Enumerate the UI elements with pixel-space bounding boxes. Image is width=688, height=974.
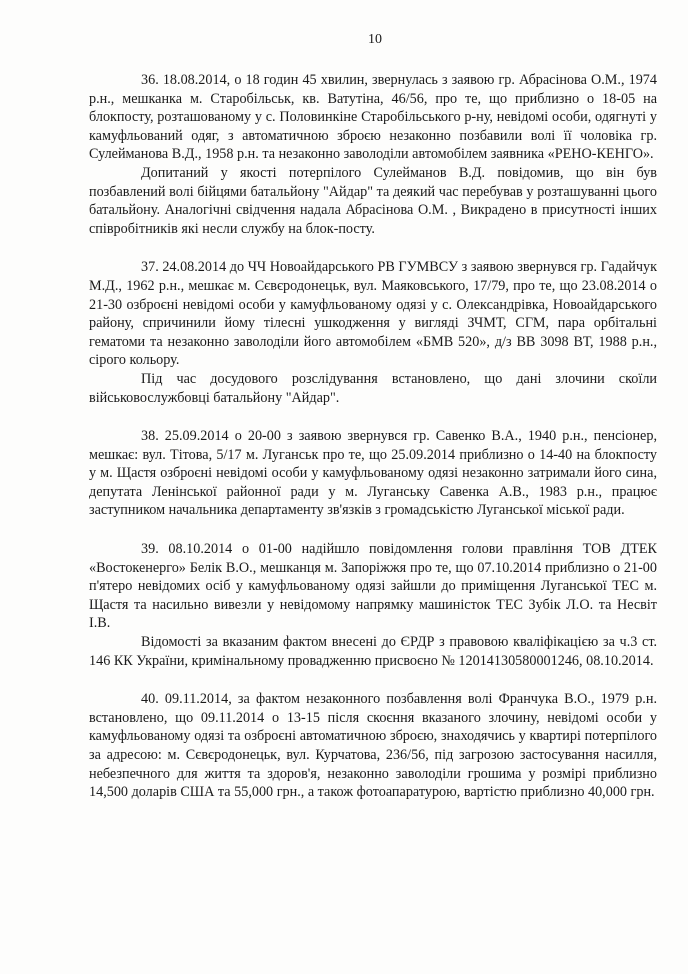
- entry-40: [89, 690, 657, 802]
- entry-38: [89, 427, 657, 520]
- paragraph: 36. 18.08.2014, о 18 годин 45 хвилин, звернулась з заявою гр. Абрасінова О.М., 1974 р.н., мешканка м. Старобільськ, кв. Ватутіна, 46/56, про те, що приблизно о 18-05 на блокпосту, розташованому у с. Половинкіне Старобільського р-ну, невідомі особи, одягнуті у камуфльований одяг, з автоматичною зброєю незаконно позбавили волі її чоловіка гр. Сулейманова В.Д., 1958 р.н. та незаконно заволоділи автомобілем заявника «РЕНО-КЕНГО».: [89, 72, 657, 163]
- entry-36: [89, 71, 657, 238]
- entry-37: [89, 258, 657, 407]
- page-number: 10: [368, 32, 382, 47]
- paragraph: 38. 25.09.2014 о 20-00 з заявою звернувся гр. Савенко В.А., 1940 р.н., пенсіонер, мешкає: вул. Тітова, 5/17 м. Луганськ про те, що 25.09.2014 приблизно о 14-40 на блокпосту у м. Щастя озброєні невідомі особи у камуфльованому одязі незаконно затримали його сина, депутата Ленінської районної ради у м. Луганську Савенка А.В., 1983 р.н., працює заступником начальника департаменту зв'язків з громадськістю Луганської міської ради.: [89, 428, 657, 519]
- paragraph: Під час досудового розслідування встановлено, що дані злочини скоїли військовослужбовці батальйону "Айдар".: [89, 370, 657, 406]
- paragraph: 37. 24.08.2014 до ЧЧ Новоайдарського РВ ГУМВСУ з заявою звернувся гр. Гадайчук М.Д., 1962 р.н., мешкає м. Сєвєродонецьк, вул. Маяковського, 17/79, про те, що 23.08.2014 о 21-30 озброєні невідомі особи у камуфльованому одязі у с. Олександрівка, Новоайдарського району, спричинили йому тілесні ушкодження у вигляді ЗЧМТ, СГМ, пара орбітальні гематоми та незаконно заволоділи його автомобілем «БМВ 520», д/з ВВ 3098 ВТ, 1988 р.н., сірого кольору.: [89, 259, 657, 369]
- paragraph: 39. 08.10.2014 о 01-00 надійшло повідомлення голови правління ТОВ ДТЕК «Востокенерго» Белік В.О., мешканця м. Запоріжжя про те, що 07.10.2014 приблизно о 21-00 п'ятеро невідомих осіб у камуфльованому одязі зайшли до приміщення Луганської ТЕС м. Щастя та насильно вивезли у невідомому напрямку машиністок ТЕС Зубік Л.О. та Несвіт І.В.: [89, 541, 657, 632]
- paragraph: Допитаний у якості потерпілого Сулейманов В.Д. повідомив, що він був позбавлений волі бійцями батальйону "Айдар" та деякий час перебував у розташуванні цього батальйону. Аналогічні свідчення надала Абрасінова О.М. , Викрадено в присутності інших співробітників які несли службу на блок-посту.: [89, 164, 657, 237]
- paragraph: 40. 09.11.2014, за фактом незаконного позбавлення волі Франчука В.О., 1979 р.н. встановлено, що 09.11.2014 о 13-15 після скоєння вказаного злочину, невідомі особи у камуфльованому одязі та озброєні автоматичною зброєю, знаходячись у квартирі потерпілого за адресою: м. Сєвєродонецьк, вул. Курчатова, 236/56, під загрозою застосування насилля, небезпечного для життя та здоров'я, незаконно заволоділи грошима у розмірі приблизно 14,500 доларів США та 55,000 грн., а також фотоапаратурою, вартістю приблизно 40,000 грн.: [89, 691, 657, 801]
- entry-39: [89, 540, 657, 670]
- document-body: [89, 71, 657, 802]
- paragraph: Відомості за вказаним фактом внесені до ЄРДР з правовою кваліфікацією за ч.3 ст. 146 КК України, кримінальному провадженню присвоєно № 12014130580001246, 08.10.2014.: [89, 634, 657, 669]
